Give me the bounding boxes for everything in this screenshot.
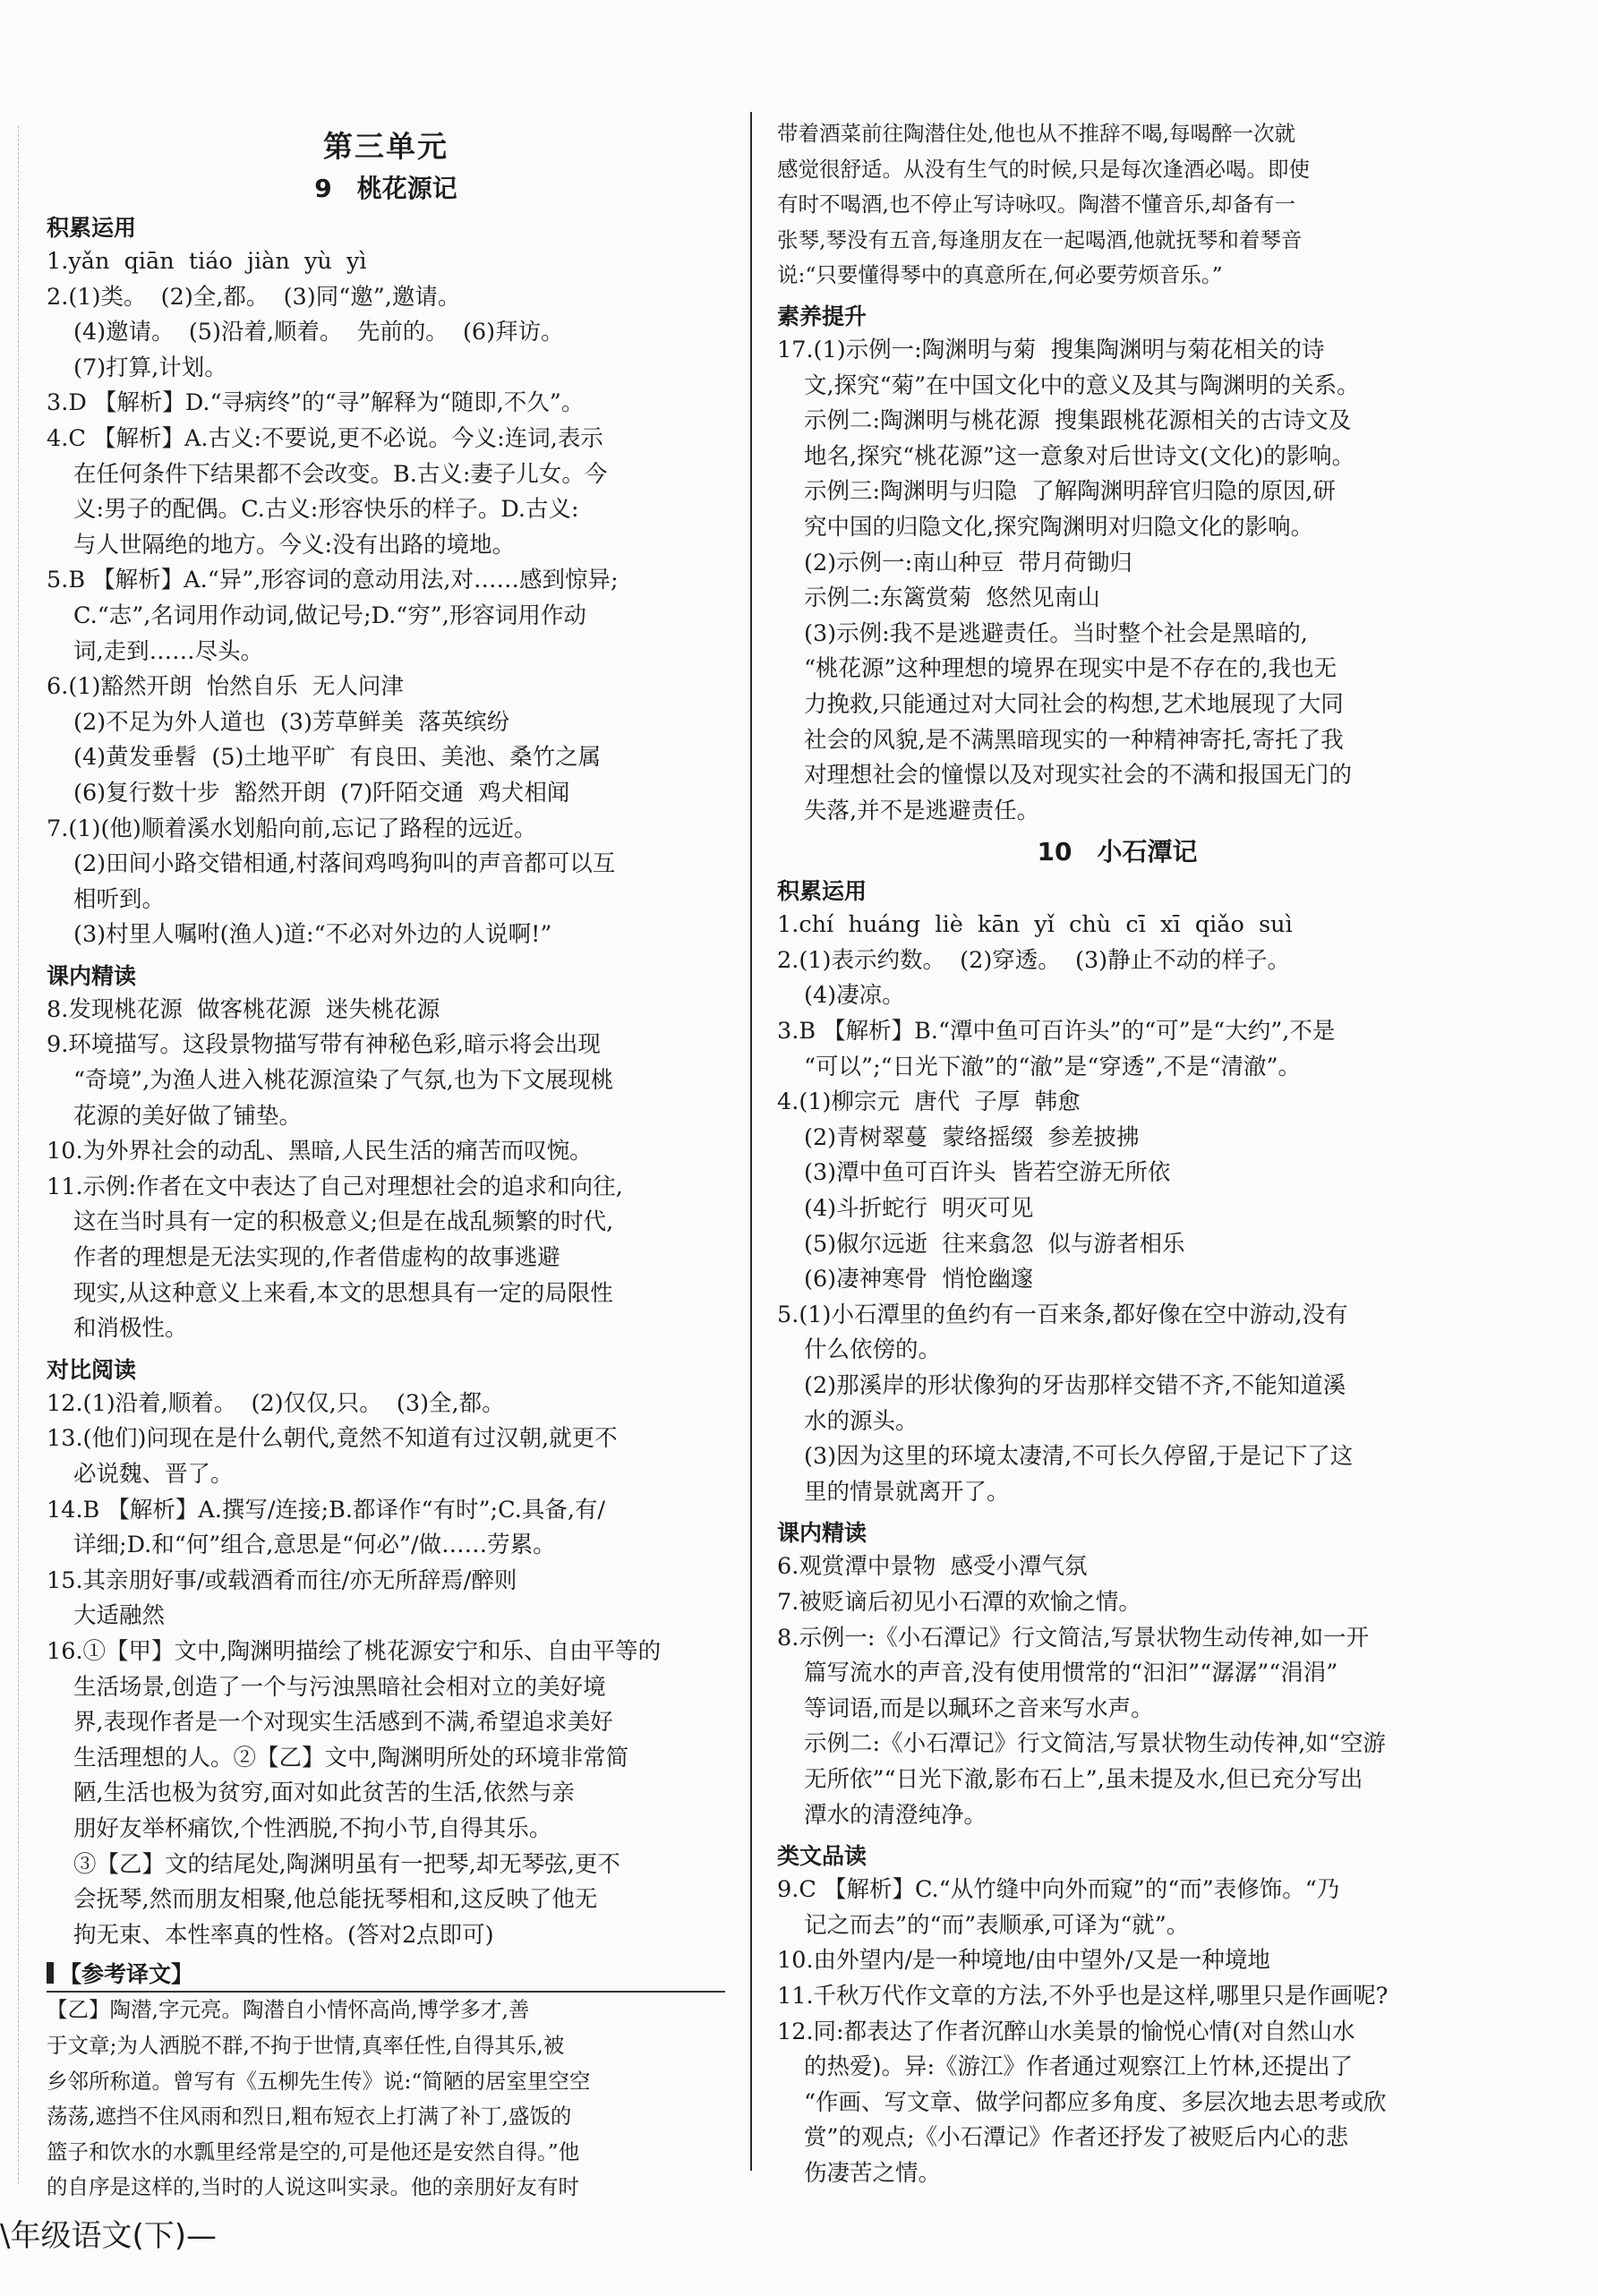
answer-line: (6)凄神寒骨 悄怆幽邃 <box>804 1266 1034 1293</box>
answer-line: (4)斗折蛇行 明灭可见 <box>804 1195 1034 1223</box>
answer-line: 3.D 【解析】D.“寻病终”的“寻”解释为“随即,不久”。 <box>47 389 585 417</box>
translation-heading-text: 【参考译文】 <box>59 1961 194 1988</box>
answer-line: (2)示例一:南山种豆 带月荷锄归 <box>804 549 1132 576</box>
column-divider <box>750 112 752 2171</box>
right-column <box>777 116 1457 2191</box>
answer-line: 花源的美好做了铺垫。 <box>73 1102 303 1130</box>
answer-block <box>777 908 1457 1510</box>
translation-line: 篮子和饮水的水瓢里经常是空的,可是他还是安然自得。”他 <box>47 2138 580 2164</box>
answer-line: (2)青树翠蔓 蒙络摇缀 参差披拂 <box>804 1123 1140 1151</box>
translation-heading <box>47 1957 725 1989</box>
answer-line: 什么依傍的。 <box>804 1336 942 1364</box>
answer-line: (2)那溪岸的形状像狗的牙齿那样交错不齐,不能知道溪 <box>804 1372 1346 1399</box>
answer-line: 10.由外望内/是一种境地/由中望外/又是一种境地 <box>777 1947 1270 1975</box>
answer-line: 9.C 【解析】C.“从竹缝中向外而窥”的“而”表修饰。“乃 <box>777 1876 1340 1904</box>
translation-text-continued <box>777 116 1457 294</box>
answer-line: 伤凄苦之情。 <box>804 2159 942 2187</box>
answer-line: (6)复行数十步 豁然开朗 (7)阡陌交通 鸡犬相闻 <box>73 779 570 807</box>
answer-line: 必说魏、晋了。 <box>73 1461 234 1488</box>
answer-line: 2.(1)表示约数。 (2)穿透。 (3)静止不动的样子。 <box>777 946 1291 974</box>
answer-block <box>777 1549 1457 1833</box>
translation-line: 乡邻所称道。曾写有《五柳先生传》说:“简陋的居室里空空 <box>47 2068 591 2094</box>
answer-line: (4)凄凉。 <box>804 982 905 1010</box>
answer-line: 力挽救,只能通过对大同社会的构想,艺术地展现了大同 <box>804 690 1344 718</box>
answer-line: ③【乙】文的结尾处,陶渊明虽有一把琴,却无琴弦,更不 <box>73 1850 620 1878</box>
answer-line: 7.被贬谪后初见小石潭的欢愉之情。 <box>777 1588 1141 1616</box>
answer-block <box>47 1387 725 1954</box>
answer-line: 4.(1)柳宗元 唐代 子厚 韩愈 <box>777 1088 1081 1116</box>
translation-line: 【乙】陶潜,字元亮。陶潜自小情怀高尚,博学多才,善 <box>47 1997 530 2023</box>
answer-line: 究中国的归隐文化,探究陶渊明对归隐文化的影响。 <box>804 513 1314 541</box>
answer-line: 义:男子的配偶。C.古义:形容快乐的样子。D.古义: <box>73 496 579 524</box>
answer-line: (3)潭中鱼可百许头 皆若空游无所依 <box>804 1159 1171 1187</box>
answer-line: 在任何条件下结果都不会改变。B.古义:妻子儿女。今 <box>73 460 608 488</box>
answer-line: 6.(1)豁然开朗 怡然自乐 无人问津 <box>47 673 404 701</box>
section-heading: 类文品读 <box>777 1843 867 1870</box>
translation-line: 的自序是这样的,当时的人说这叫实录。他的亲朋好友有时 <box>47 2174 579 2200</box>
answer-line: 5.B 【解析】A.“异”,形容词的意动用法,对……感到惊异; <box>47 567 619 594</box>
answer-line: 4.C 【解析】A.古义:不要说,更不必说。今义:连词,表示 <box>47 424 603 452</box>
answer-line: 2.(1)类。 (2)全,都。 (3)同“邀”,邀请。 <box>47 283 461 311</box>
page-footer: \年级语文(下)— <box>0 2218 217 2254</box>
answer-line: 示例二:东篱赏菊 悠然见南山 <box>804 585 1100 612</box>
heading-bar <box>47 1962 54 1984</box>
answer-line: 作者的理想是无法实现的,作者借虚构的故事逃避 <box>73 1244 560 1272</box>
answer-line: 失落,并不是逃避责任。 <box>804 797 1040 824</box>
answer-block <box>777 333 1457 829</box>
section-heading: 素养提升 <box>777 303 867 329</box>
translation-text <box>47 1993 725 2206</box>
left-margin-line <box>18 125 19 2184</box>
answer-line: (2)田间小路交错相通,村落间鸡鸣狗叫的声音都可以互 <box>73 850 616 878</box>
answer-line: 这在当时具有一定的积极意义;但是在战乱频繁的时代, <box>73 1208 614 1236</box>
answer-line: “可以”;“日光下澈”的“澈”是“穿透”,不是“清澈”。 <box>804 1053 1302 1080</box>
answer-line: 等词语,而是以珮环之音来写水声。 <box>804 1694 1154 1722</box>
answer-line: 对理想社会的憧憬以及对现实社会的不满和报国无门的 <box>804 762 1353 790</box>
answer-line: C.“志”,名词用作动词,做记号;D.“穷”,形容词用作动 <box>73 602 586 629</box>
answer-block <box>777 1873 1457 2191</box>
answer-line: “作画、写文章、做学问都应多角度、多层次地去思考或欣 <box>804 2088 1387 2116</box>
answer-line: 社会的风貌,是不满黑暗现实的一种精神寄托,寄托了我 <box>804 726 1344 754</box>
answer-block <box>47 993 725 1347</box>
answer-line: (7)打算,计划。 <box>73 354 227 381</box>
answer-line: 篇写流水的声音,没有使用惯常的“汩汩”“潺潺”“涓涓” <box>804 1660 1338 1687</box>
answer-line: 拘无束、本性率真的性格。(答对2点即可) <box>73 1921 494 1949</box>
lesson-9-title: 9 桃花源记 <box>314 174 457 203</box>
answer-line: 界,表现作者是一个对现实生活感到不满,希望追求美好 <box>73 1709 613 1737</box>
answer-line: 1.chí huáng liè kān yǐ chù cī xī qiǎo suì <box>777 911 1293 939</box>
answer-line: 水的源头。 <box>804 1407 919 1435</box>
translation-line: 于文章;为人洒脱不群,不拘于世情,真率任性,自得其乐,被 <box>47 2032 565 2058</box>
section-heading: 积累运用 <box>777 878 867 905</box>
answer-line: 11.千秋万代作文章的方法,不外乎也是这样,哪里只是作画呢? <box>777 1982 1389 2010</box>
answer-line: “奇境”,为渔人进入桃花源渲染了气氛,也为下文展现桃 <box>73 1067 614 1095</box>
answer-line: 7.(1)(他)顺着溪水划船向前,忘记了路程的远近。 <box>47 815 537 842</box>
section-heading: 课内精读 <box>47 962 137 989</box>
answer-line: 5.(1)小石潭里的鱼约有一百来条,都好像在空中游动,没有 <box>777 1301 1348 1328</box>
section-heading: 课内精读 <box>777 1520 867 1547</box>
left-column <box>47 116 725 2206</box>
answer-line: 朋好友举杯痛饮,个性洒脱,不拘小节,自得其乐。 <box>73 1814 552 1842</box>
answer-line: 地名,探究“桃花源”这一意象对后世诗文(文化)的影响。 <box>804 442 1355 470</box>
translation-line: 感觉很舒适。从没有生气的时候,只是每次逢酒必喝。即使 <box>777 156 1310 182</box>
answer-line: (4)黄发垂髫 (5)土地平旷 有良田、美池、桑竹之属 <box>73 744 602 772</box>
answer-line: 12.同:都表达了作者沉醉山水美景的愉悦心情(对自然山水 <box>777 2018 1355 2045</box>
answer-line: 示例二:陶渊明与桃花源 搜集跟桃花源相关的古诗文及 <box>804 407 1352 435</box>
answer-line: 里的情景就离开了。 <box>804 1478 1010 1506</box>
answer-line: 17.(1)示例一:陶渊明与菊 搜集陶渊明与菊花相关的诗 <box>777 336 1325 363</box>
answer-line: 详细;D.和“何”组合,意思是“何必”/做……劳累。 <box>73 1532 556 1559</box>
answer-line: 生活场景,创造了一个与污浊黑暗社会相对立的美好境 <box>73 1673 606 1701</box>
answer-line: 生活理想的人。②【乙】文中,陶渊明所处的环境非常简 <box>73 1744 629 1771</box>
answer-line: 3.B 【解析】B.“潭中鱼可百许头”的“可”是“大约”,不是 <box>777 1018 1336 1046</box>
answer-line: 13.(他们)问现在是什么朝代,竟然不知道有过汉朝,就更不 <box>47 1425 618 1453</box>
answer-line: 大适融然 <box>73 1602 166 1630</box>
answer-line: 的热爱)。异:《游江》作者通过观察江上竹林,还提出了 <box>804 2053 1354 2081</box>
answer-line: (4)邀请。 (5)沿着,顺着。 先前的。 (6)拜访。 <box>73 319 564 346</box>
answer-line: (5)俶尔远逝 往来翕忽 似与游者相乐 <box>804 1230 1185 1258</box>
answer-line: 现实,从这种意义上来看,本文的思想具有一定的局限性 <box>73 1279 613 1307</box>
answer-line: 潭水的清澄纯净。 <box>804 1801 987 1829</box>
answer-line: (3)村里人嘱咐(渔人)道:“不必对外边的人说啊!” <box>73 921 552 949</box>
translation-line: 有时不喝酒,也不停止写诗咏叹。陶潜不懂音乐,却备有一 <box>777 192 1295 218</box>
answer-line: 赏”的观点;《小石潭记》作者还抒发了被贬后内心的悲 <box>804 2124 1349 2152</box>
answer-line: 无所依”“日光下澈,影布石上”,虽未提及水,但已充分写出 <box>804 1765 1363 1793</box>
answer-line: 11.示例:作者在文中表达了自己对理想社会的追求和向往, <box>47 1173 623 1200</box>
answer-line: 与人世隔绝的地方。今义:没有出路的境地。 <box>73 531 516 559</box>
answer-line: (3)因为这里的环境太凄清,不可长久停留,于是记下了这 <box>804 1443 1354 1471</box>
section-heading: 对比阅读 <box>47 1356 137 1383</box>
answer-block <box>47 244 725 953</box>
answer-line: 1.yǎn qiān tiáo jiàn yù yì <box>47 248 367 275</box>
answer-line: 记之而去”的“而”表顺承,可译为“就”。 <box>804 1911 1190 1939</box>
translation-line: 说:“只要懂得琴中的真意所在,何必要劳烦音乐。” <box>777 262 1223 288</box>
answer-line: (3)示例:我不是逃避责任。当时整个社会是黑暗的, <box>804 619 1308 647</box>
answer-line: 相听到。 <box>73 885 166 913</box>
answer-line: 8.示例一:《小石潭记》行文简洁,写景状物生动传神,如一开 <box>777 1624 1370 1652</box>
answer-line: 和消极性。 <box>73 1315 188 1343</box>
answer-line: 16.①【甲】文中,陶渊明描绘了桃花源安宁和乐、自由平等的 <box>47 1637 662 1665</box>
translation-line: 张琴,琴没有五音,每逢朋友在一起喝酒,他就抚琴和着琴音 <box>777 226 1303 252</box>
answer-line: 陋,生活也极为贫穷,面对如此贫苦的生活,依然与亲 <box>73 1780 575 1807</box>
answer-line: 会抚琴,然而朋友相聚,他总能抚琴相和,这反映了他无 <box>73 1886 598 1914</box>
translation-line: 带着酒菜前往陶潜住处,他也从不推辞不喝,每喝醉一次就 <box>777 121 1295 146</box>
answer-line: 10.为外界社会的动乱、黑暗,人民生活的痛苦而叹惋。 <box>47 1138 593 1165</box>
translation-line: 荡荡,遮挡不住风雨和烈日,粗布短衣上打满了补丁,盛饭的 <box>47 2104 572 2130</box>
lesson-10-title: 10 小石潭记 <box>1037 837 1198 867</box>
answer-line: 14.B 【解析】A.撰写/连接;B.都译作“有时”;C.具备,有/ <box>47 1496 606 1524</box>
answer-line: “桃花源”这种理想的境界在现实中是不存在的,我也无 <box>804 655 1337 683</box>
answer-line: 15.其亲朋好事/或载酒肴而往/亦无所辞焉/醉则 <box>47 1566 517 1594</box>
answer-line: 9.环境描写。这段景物描写带有神秘色彩,暗示将会出现 <box>47 1031 601 1059</box>
answer-line: 词,走到……尽头。 <box>73 637 264 665</box>
answer-line: 示例三:陶渊明与归隐 了解陶渊明辞官归隐的原因,研 <box>804 478 1336 506</box>
answer-line: 文,探究“菊”在中国文化中的意义及其与陶渊明的关系。 <box>804 371 1360 399</box>
answer-line: 12.(1)沿着,顺着。 (2)仅仅,只。 (3)全,都。 <box>47 1389 505 1417</box>
unit-title: 第三单元 <box>323 129 449 164</box>
answer-line: 8.发现桃花源 做客桃花源 迷失桃花源 <box>47 995 440 1023</box>
answer-line: (2)不足为外人道也 (3)芳草鲜美 落英缤纷 <box>73 708 510 736</box>
section-heading: 积累运用 <box>47 215 137 241</box>
answer-line: 示例二:《小石潭记》行文简洁,写景状物生动传神,如“空游 <box>804 1730 1386 1758</box>
answer-line: 6.观赏潭中景物 感受小潭气氛 <box>777 1553 1088 1581</box>
